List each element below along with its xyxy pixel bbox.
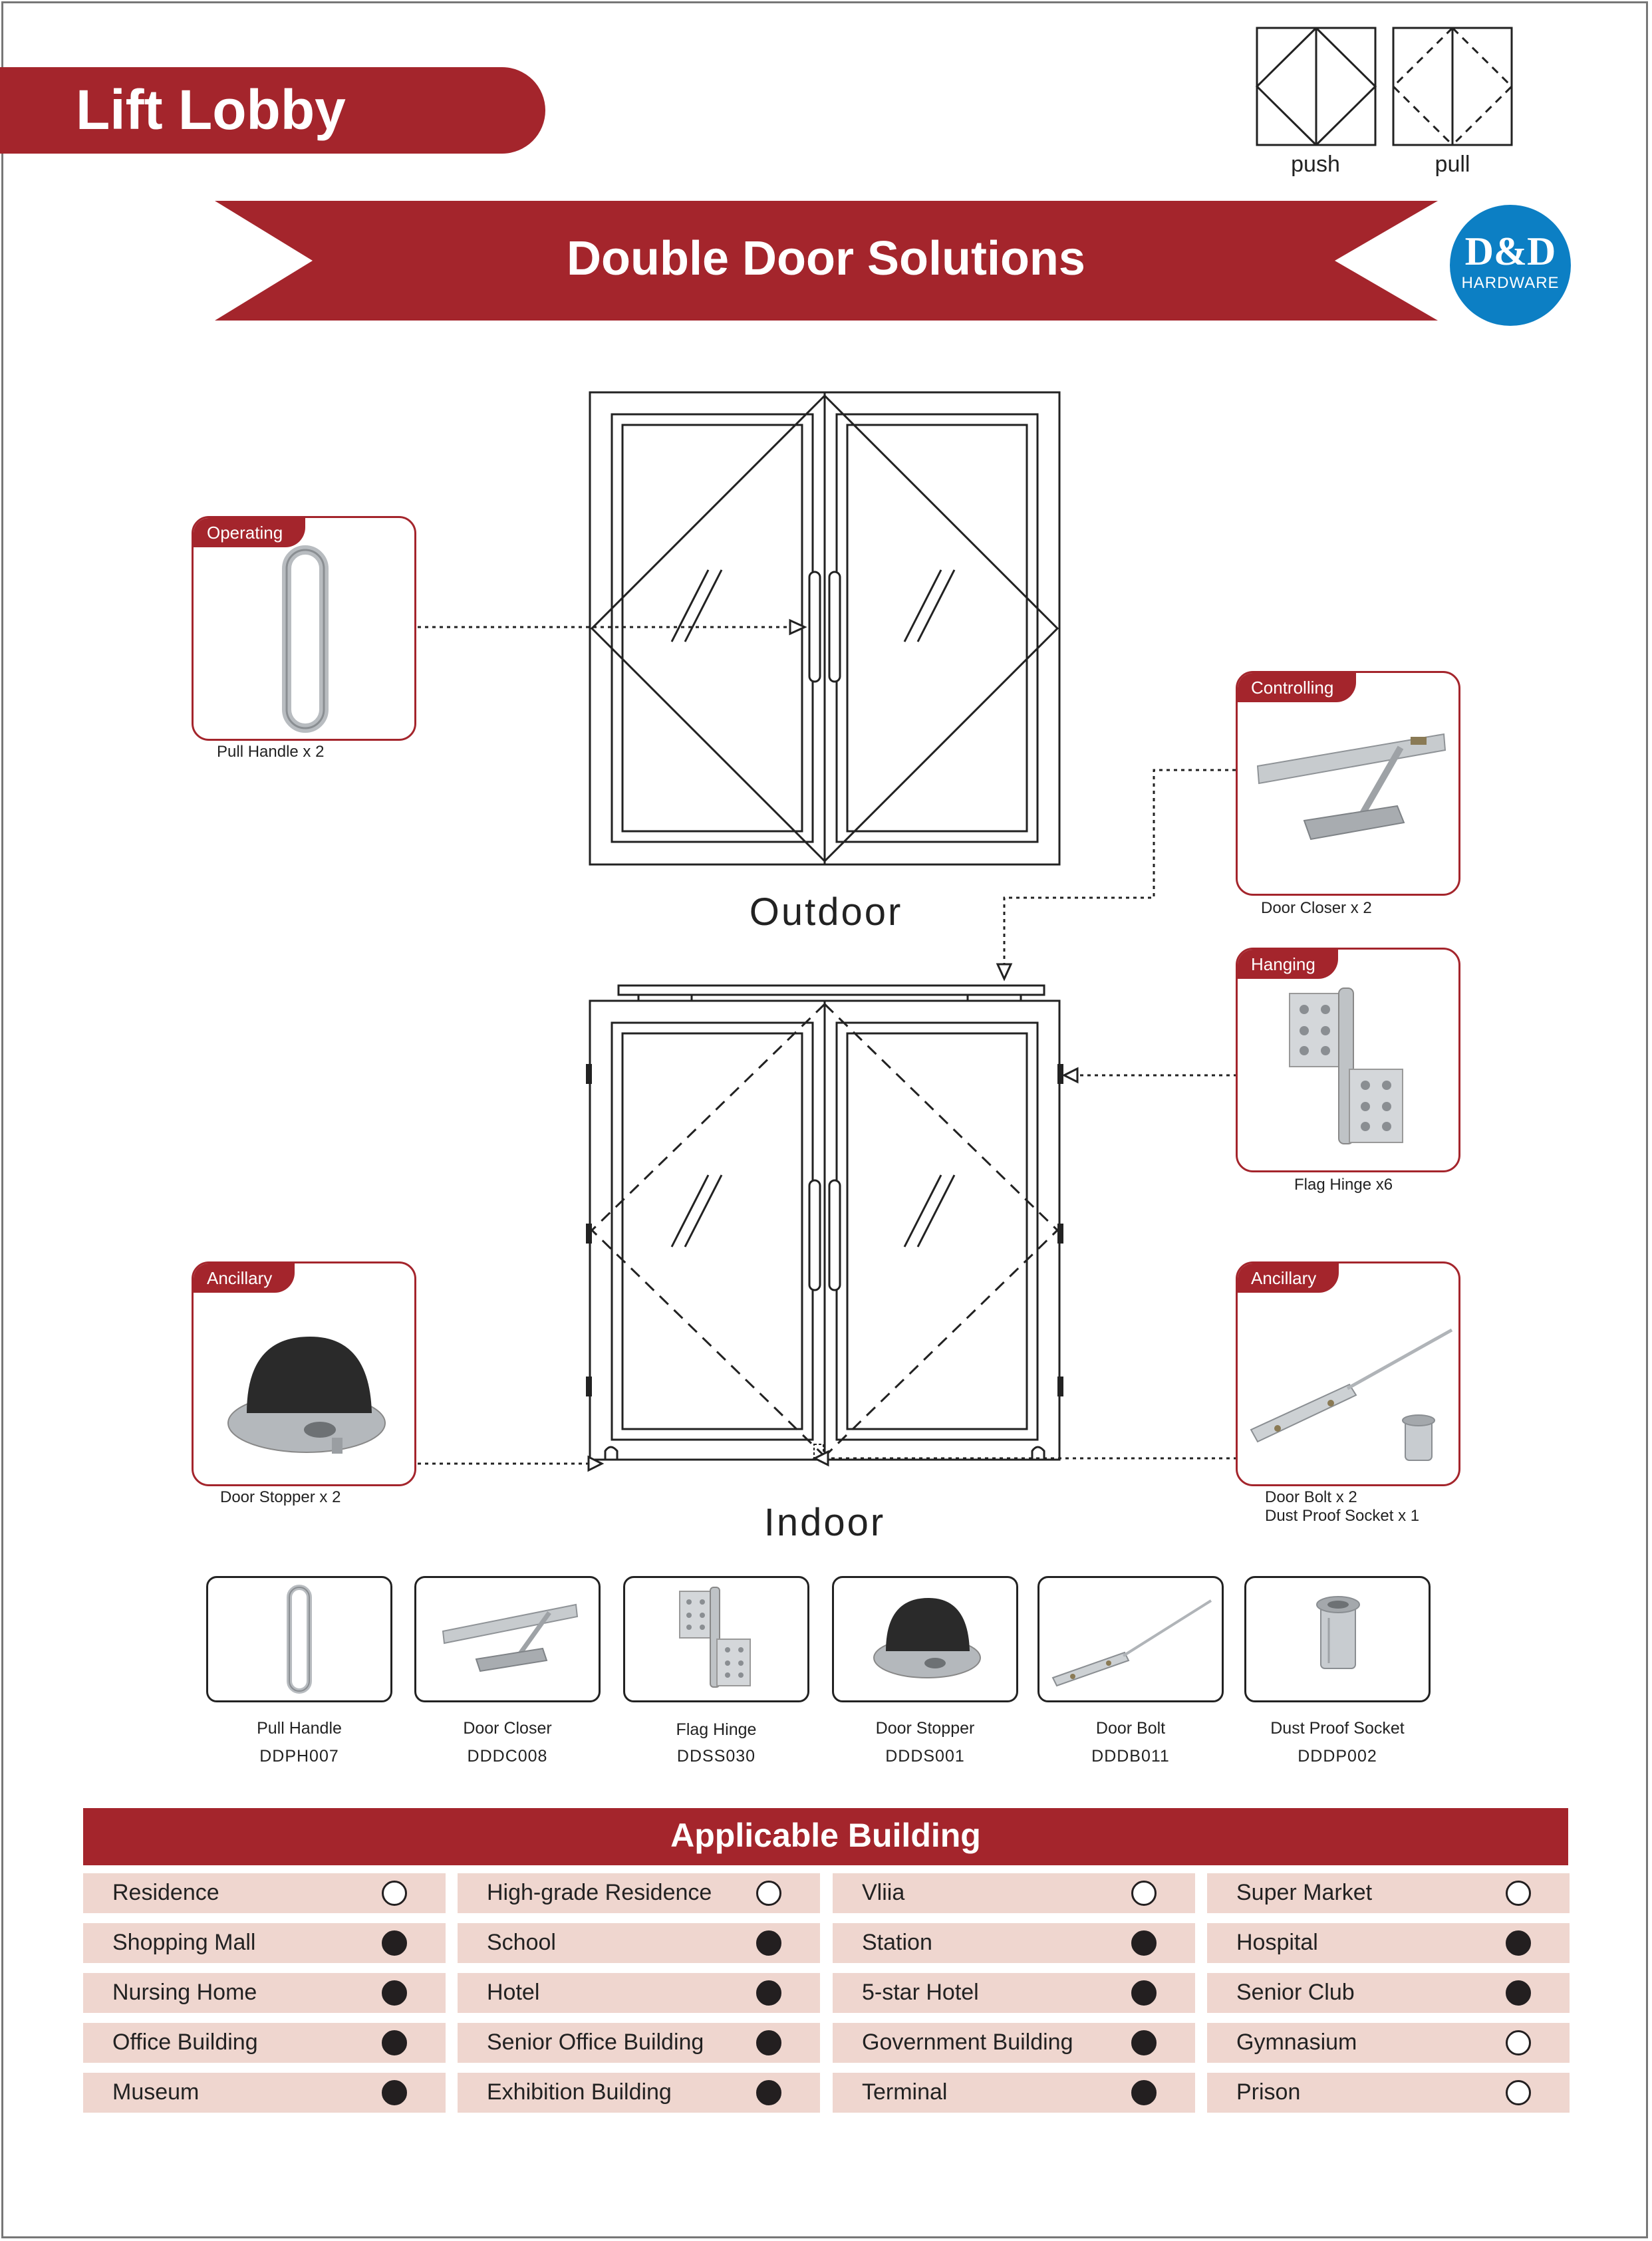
product-name-door-closer: Door Closer <box>463 1719 552 1738</box>
product-card-door-bolt <box>1037 1576 1224 1702</box>
ancillary-stopper-caption: Door Stopper x 2 <box>220 1488 341 1506</box>
product-code-dust-proof-socket: DDDP002 <box>1298 1747 1377 1766</box>
logo-subtitle: HARDWARE <box>1461 274 1560 292</box>
card-tag-ancillary-stopper: Ancillary <box>194 1263 295 1293</box>
banner-title: Double Door Solutions <box>567 232 1085 285</box>
building-row <box>1207 1873 1570 1913</box>
not-applicable-circle-icon <box>756 1881 781 1906</box>
building-name: High-grade Residence <box>487 1880 712 1905</box>
outdoor-label: Outdoor <box>749 890 903 934</box>
not-applicable-circle-icon <box>1131 1881 1157 1906</box>
building-name: Exhibition Building <box>487 2079 672 2105</box>
building-name: Government Building <box>862 2030 1073 2055</box>
building-name: Vliia <box>862 1880 905 1905</box>
applicable-dot-icon <box>382 2030 407 2055</box>
ancillary-bolt-card <box>1236 1261 1460 1486</box>
applicable-dot-icon <box>1506 1930 1531 1956</box>
not-applicable-circle-icon <box>1506 2080 1531 2105</box>
door-bolt-icon <box>1039 1578 1222 1700</box>
building-row <box>458 1923 820 1963</box>
applicable-dot-icon <box>756 1930 781 1956</box>
building-name: Hospital <box>1236 1930 1318 1955</box>
pull-label: pull <box>1435 152 1470 177</box>
product-name-door-stopper: Door Stopper <box>875 1719 975 1738</box>
applicable-dot-icon <box>1131 2030 1157 2055</box>
product-name-flag-hinge: Flag Hinge <box>676 1720 757 1739</box>
building-row <box>1207 1923 1570 1963</box>
ancillary-bolt-caption: Door Bolt x 2 <box>1265 1488 1357 1506</box>
building-row <box>458 2023 820 2063</box>
building-row <box>83 2073 446 2113</box>
operating-card <box>192 516 416 741</box>
controlling-caption: Door Closer x 2 <box>1261 899 1372 917</box>
building-name: School <box>487 1930 556 1955</box>
product-card-pull-handle <box>206 1576 392 1702</box>
not-applicable-circle-icon <box>1506 1881 1531 1906</box>
card-tag-operating: Operating <box>194 518 305 547</box>
applicable-dot-icon <box>756 2080 781 2105</box>
applicable-dot-icon <box>382 1980 407 2006</box>
door-closer-icon <box>1238 673 1460 896</box>
hanging-caption: Flag Hinge x6 <box>1294 1176 1393 1194</box>
door-stopper-icon <box>834 1578 1016 1700</box>
product-code-door-closer: DDDC008 <box>467 1747 548 1766</box>
building-name: Station <box>862 1930 932 1955</box>
applicable-dot-icon <box>1131 2080 1157 2105</box>
applicable-dot-icon <box>756 2030 781 2055</box>
building-row <box>833 1873 1195 1913</box>
product-name-dust-proof-socket: Dust Proof Socket <box>1270 1719 1405 1738</box>
applicable-dot-icon <box>382 1930 407 1956</box>
applicable-building-title: Applicable Building <box>670 1817 981 1854</box>
building-row <box>1207 2073 1570 2113</box>
dust-proof-socket-icon <box>1246 1578 1429 1700</box>
door-stopper-icon <box>194 1263 416 1486</box>
applicable-dot-icon <box>756 1980 781 2006</box>
not-applicable-circle-icon <box>1506 2030 1531 2055</box>
door-closer-icon <box>416 1578 599 1700</box>
applicable-building-header <box>83 1808 1568 1865</box>
building-name: Super Market <box>1236 1880 1373 1905</box>
building-row <box>83 1973 446 2013</box>
building-name: Terminal <box>862 2079 948 2105</box>
indoor-label: Indoor <box>763 1501 886 1544</box>
building-row <box>458 1873 820 1913</box>
pull-handle-icon <box>208 1578 390 1700</box>
building-name: Nursing Home <box>112 1980 257 2005</box>
building-row <box>833 2023 1195 2063</box>
ancillary-socket-caption: Dust Proof Socket x 1 <box>1265 1507 1420 1525</box>
applicable-dot-icon <box>382 2080 407 2105</box>
building-name: Senior Club <box>1236 1980 1355 2005</box>
flag-hinge-icon <box>1238 950 1460 1172</box>
product-card-dust-proof-socket <box>1244 1576 1431 1702</box>
product-name-pull-handle: Pull Handle <box>257 1719 342 1738</box>
pull-handle-icon <box>194 518 416 741</box>
operating-caption: Pull Handle x 2 <box>217 743 325 761</box>
building-name: Gymnasium <box>1236 2030 1357 2055</box>
building-name: Prison <box>1236 2079 1301 2105</box>
product-code-door-bolt: DDDB011 <box>1091 1747 1170 1766</box>
applicable-dot-icon <box>1131 1980 1157 2006</box>
building-row <box>83 2023 446 2063</box>
product-name-door-bolt: Door Bolt <box>1095 1719 1166 1738</box>
push-label: push <box>1291 152 1340 177</box>
product-code-flag-hinge: DDSS030 <box>676 1747 756 1766</box>
product-card-flag-hinge <box>623 1576 809 1702</box>
building-name: Shopping Mall <box>112 1930 256 1955</box>
page-title: Lift Lobby <box>76 78 346 141</box>
controlling-card <box>1236 671 1460 896</box>
building-row <box>833 2073 1195 2113</box>
applicable-dot-icon <box>1131 1930 1157 1956</box>
building-row <box>458 1973 820 2013</box>
building-name: Senior Office Building <box>487 2030 704 2055</box>
building-name: Museum <box>112 2079 200 2105</box>
applicable-dot-icon <box>1506 1980 1531 2006</box>
building-name: Hotel <box>487 1980 540 2005</box>
building-row <box>833 1973 1195 2013</box>
card-tag-hanging: Hanging <box>1238 950 1338 979</box>
not-applicable-circle-icon <box>382 1881 407 1906</box>
product-card-door-closer <box>414 1576 601 1702</box>
product-code-pull-handle: DDPH007 <box>259 1747 339 1766</box>
building-name: 5-star Hotel <box>862 1980 979 2005</box>
product-code-door-stopper: DDDS001 <box>885 1747 965 1766</box>
building-row <box>83 1923 446 1963</box>
hanging-card <box>1236 948 1460 1172</box>
door-bolt-icon <box>1238 1263 1460 1486</box>
card-tag-ancillary-bolt: Ancillary <box>1238 1263 1339 1293</box>
building-name: Residence <box>112 1880 219 1905</box>
building-row <box>458 2073 820 2113</box>
building-row <box>1207 2023 1570 2063</box>
building-row <box>83 1873 446 1913</box>
flag-hinge-icon <box>625 1578 807 1700</box>
building-row <box>833 1923 1195 1963</box>
logo-mark: D&D <box>1464 229 1556 273</box>
card-tag-controlling: Controlling <box>1238 673 1356 702</box>
ancillary-stopper-card <box>192 1261 416 1486</box>
building-row <box>1207 1973 1570 2013</box>
building-name: Office Building <box>112 2030 258 2055</box>
product-card-door-stopper <box>832 1576 1018 1702</box>
